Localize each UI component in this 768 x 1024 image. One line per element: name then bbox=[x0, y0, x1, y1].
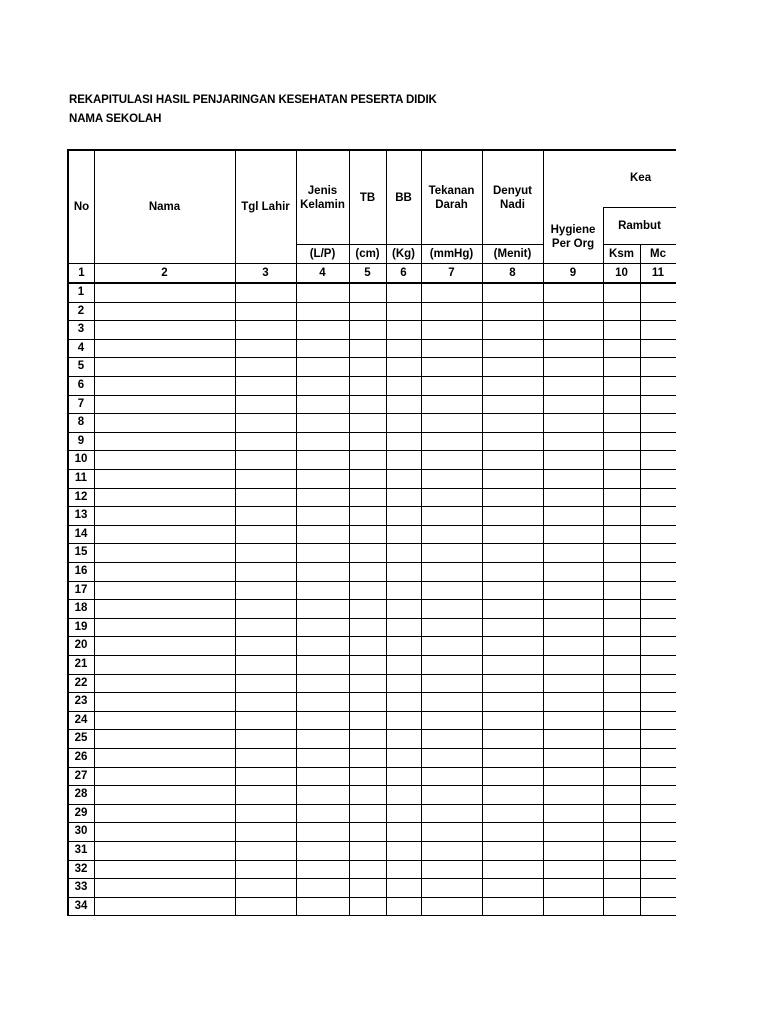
column-number: 2 bbox=[161, 266, 168, 279]
unit-jenis: (L/P) bbox=[309, 247, 336, 260]
row-number: 19 bbox=[74, 620, 88, 633]
grid-line bbox=[67, 748, 676, 749]
grid-line bbox=[67, 469, 676, 470]
column-number: 6 bbox=[400, 266, 407, 279]
grid-line bbox=[67, 525, 676, 526]
header-denyut-nadi: Denyut Nadi bbox=[493, 184, 532, 211]
row-number: 8 bbox=[77, 416, 85, 429]
row-number: 1 bbox=[77, 286, 85, 298]
row-number: 20 bbox=[74, 639, 88, 652]
row-number: 16 bbox=[74, 565, 88, 577]
column-number: 7 bbox=[448, 266, 455, 279]
row-number: 11 bbox=[74, 472, 88, 484]
grid-line bbox=[67, 413, 676, 414]
grid-line bbox=[67, 711, 676, 712]
row-number: 15 bbox=[74, 546, 88, 559]
row-number: 18 bbox=[74, 602, 88, 615]
grid-line bbox=[67, 376, 676, 377]
grid-line bbox=[386, 150, 387, 915]
grid-line bbox=[482, 150, 483, 915]
row-number: 34 bbox=[74, 899, 88, 912]
grid-line bbox=[67, 581, 676, 582]
grid-line bbox=[67, 432, 676, 433]
grid-line bbox=[67, 488, 676, 489]
column-number: 5 bbox=[364, 266, 371, 279]
header-jenis-kelamin: Jenis Kelamin bbox=[300, 184, 345, 211]
grid-line bbox=[235, 150, 236, 915]
grid-line bbox=[67, 878, 676, 879]
row-number: 10 bbox=[74, 453, 88, 466]
grid-line bbox=[543, 150, 544, 915]
row-number: 31 bbox=[74, 844, 88, 856]
grid-line bbox=[67, 149, 676, 151]
row-number: 4 bbox=[77, 341, 85, 354]
header-bb: BB bbox=[395, 191, 412, 204]
header-rambut: Rambut bbox=[618, 220, 661, 232]
unit-tekanan: (mmHg) bbox=[429, 247, 474, 260]
grid-line bbox=[67, 655, 676, 656]
row-number: 32 bbox=[74, 862, 88, 875]
unit-bb: (Kg) bbox=[392, 247, 415, 260]
column-number: 10 bbox=[615, 266, 628, 279]
grid-line bbox=[67, 636, 676, 637]
grid-line bbox=[67, 302, 676, 303]
column-number: 3 bbox=[262, 266, 269, 279]
grid-line bbox=[67, 860, 676, 861]
row-number: 7 bbox=[77, 397, 85, 410]
row-number: 27 bbox=[74, 769, 88, 782]
row-number: 6 bbox=[77, 379, 85, 391]
grid-line bbox=[640, 244, 641, 915]
header-nama: Nama bbox=[148, 201, 181, 213]
grid-line bbox=[296, 150, 297, 915]
grid-line bbox=[94, 150, 95, 915]
column-number: 11 bbox=[651, 266, 665, 279]
grid-line bbox=[421, 150, 422, 915]
grid-line bbox=[67, 915, 676, 916]
row-number: 24 bbox=[74, 713, 88, 726]
school-name-label: NAMA SEKOLAH bbox=[69, 113, 162, 125]
grid-line bbox=[67, 767, 676, 768]
grid-line bbox=[67, 339, 676, 340]
document-title: REKAPITULASI HASIL PENJARINGAN KESEHATAN PESERTA DIDIK bbox=[69, 94, 437, 106]
header-tekanan-darah: Tekanan Darah bbox=[428, 184, 475, 211]
grid-line bbox=[67, 450, 676, 451]
row-number: 25 bbox=[74, 732, 88, 745]
column-number: 4 bbox=[319, 266, 326, 279]
row-number: 17 bbox=[74, 583, 88, 596]
header-hygiene: Hygiene Per Org bbox=[550, 223, 596, 250]
header-no: No bbox=[73, 201, 90, 213]
grid-line bbox=[67, 149, 69, 916]
grid-line bbox=[67, 841, 676, 842]
row-number: 2 bbox=[77, 304, 85, 317]
grid-line bbox=[67, 320, 676, 321]
row-number: 26 bbox=[74, 751, 88, 763]
row-number: 3 bbox=[77, 323, 85, 336]
grid-line bbox=[67, 562, 676, 563]
row-number: 28 bbox=[74, 788, 88, 801]
grid-line bbox=[67, 692, 676, 693]
grid-line bbox=[67, 674, 676, 675]
grid-line bbox=[67, 897, 676, 898]
row-number: 29 bbox=[74, 806, 88, 819]
grid-line bbox=[67, 804, 676, 805]
row-number: 13 bbox=[74, 509, 88, 522]
row-number: 14 bbox=[74, 527, 88, 540]
grid-line bbox=[67, 282, 676, 284]
column-number: 9 bbox=[569, 266, 577, 279]
header-tgl-lahir: Tgl Lahir bbox=[241, 201, 290, 213]
grid-line bbox=[67, 543, 676, 544]
row-number: 33 bbox=[74, 881, 88, 894]
grid-line bbox=[67, 618, 676, 619]
grid-line bbox=[67, 395, 676, 396]
grid-line bbox=[67, 785, 676, 786]
grid-line bbox=[67, 263, 676, 264]
unit-denyut: (Menit) bbox=[493, 247, 532, 260]
grid-line bbox=[296, 244, 543, 245]
row-number: 22 bbox=[74, 676, 88, 689]
row-number: 23 bbox=[74, 695, 88, 708]
row-number: 21 bbox=[74, 658, 88, 670]
header-ksm: Ksm bbox=[609, 247, 634, 260]
grid-line bbox=[67, 599, 676, 600]
unit-tb: (cm) bbox=[355, 247, 380, 260]
row-number: 12 bbox=[74, 490, 88, 503]
header-mc: Mc bbox=[650, 247, 666, 260]
grid-line bbox=[603, 207, 604, 915]
column-number: 8 bbox=[509, 266, 516, 279]
grid-line bbox=[67, 822, 676, 823]
header-keadaan: Kea bbox=[630, 172, 652, 184]
header-tb: TB bbox=[359, 191, 376, 204]
column-number: 1 bbox=[78, 266, 85, 279]
row-number: 30 bbox=[74, 825, 88, 838]
grid-line bbox=[349, 150, 350, 915]
grid-line bbox=[67, 357, 676, 358]
grid-line bbox=[67, 506, 676, 507]
grid-line bbox=[67, 729, 676, 730]
row-number: 5 bbox=[77, 360, 85, 373]
grid-line bbox=[603, 207, 676, 208]
row-number: 9 bbox=[77, 434, 85, 447]
